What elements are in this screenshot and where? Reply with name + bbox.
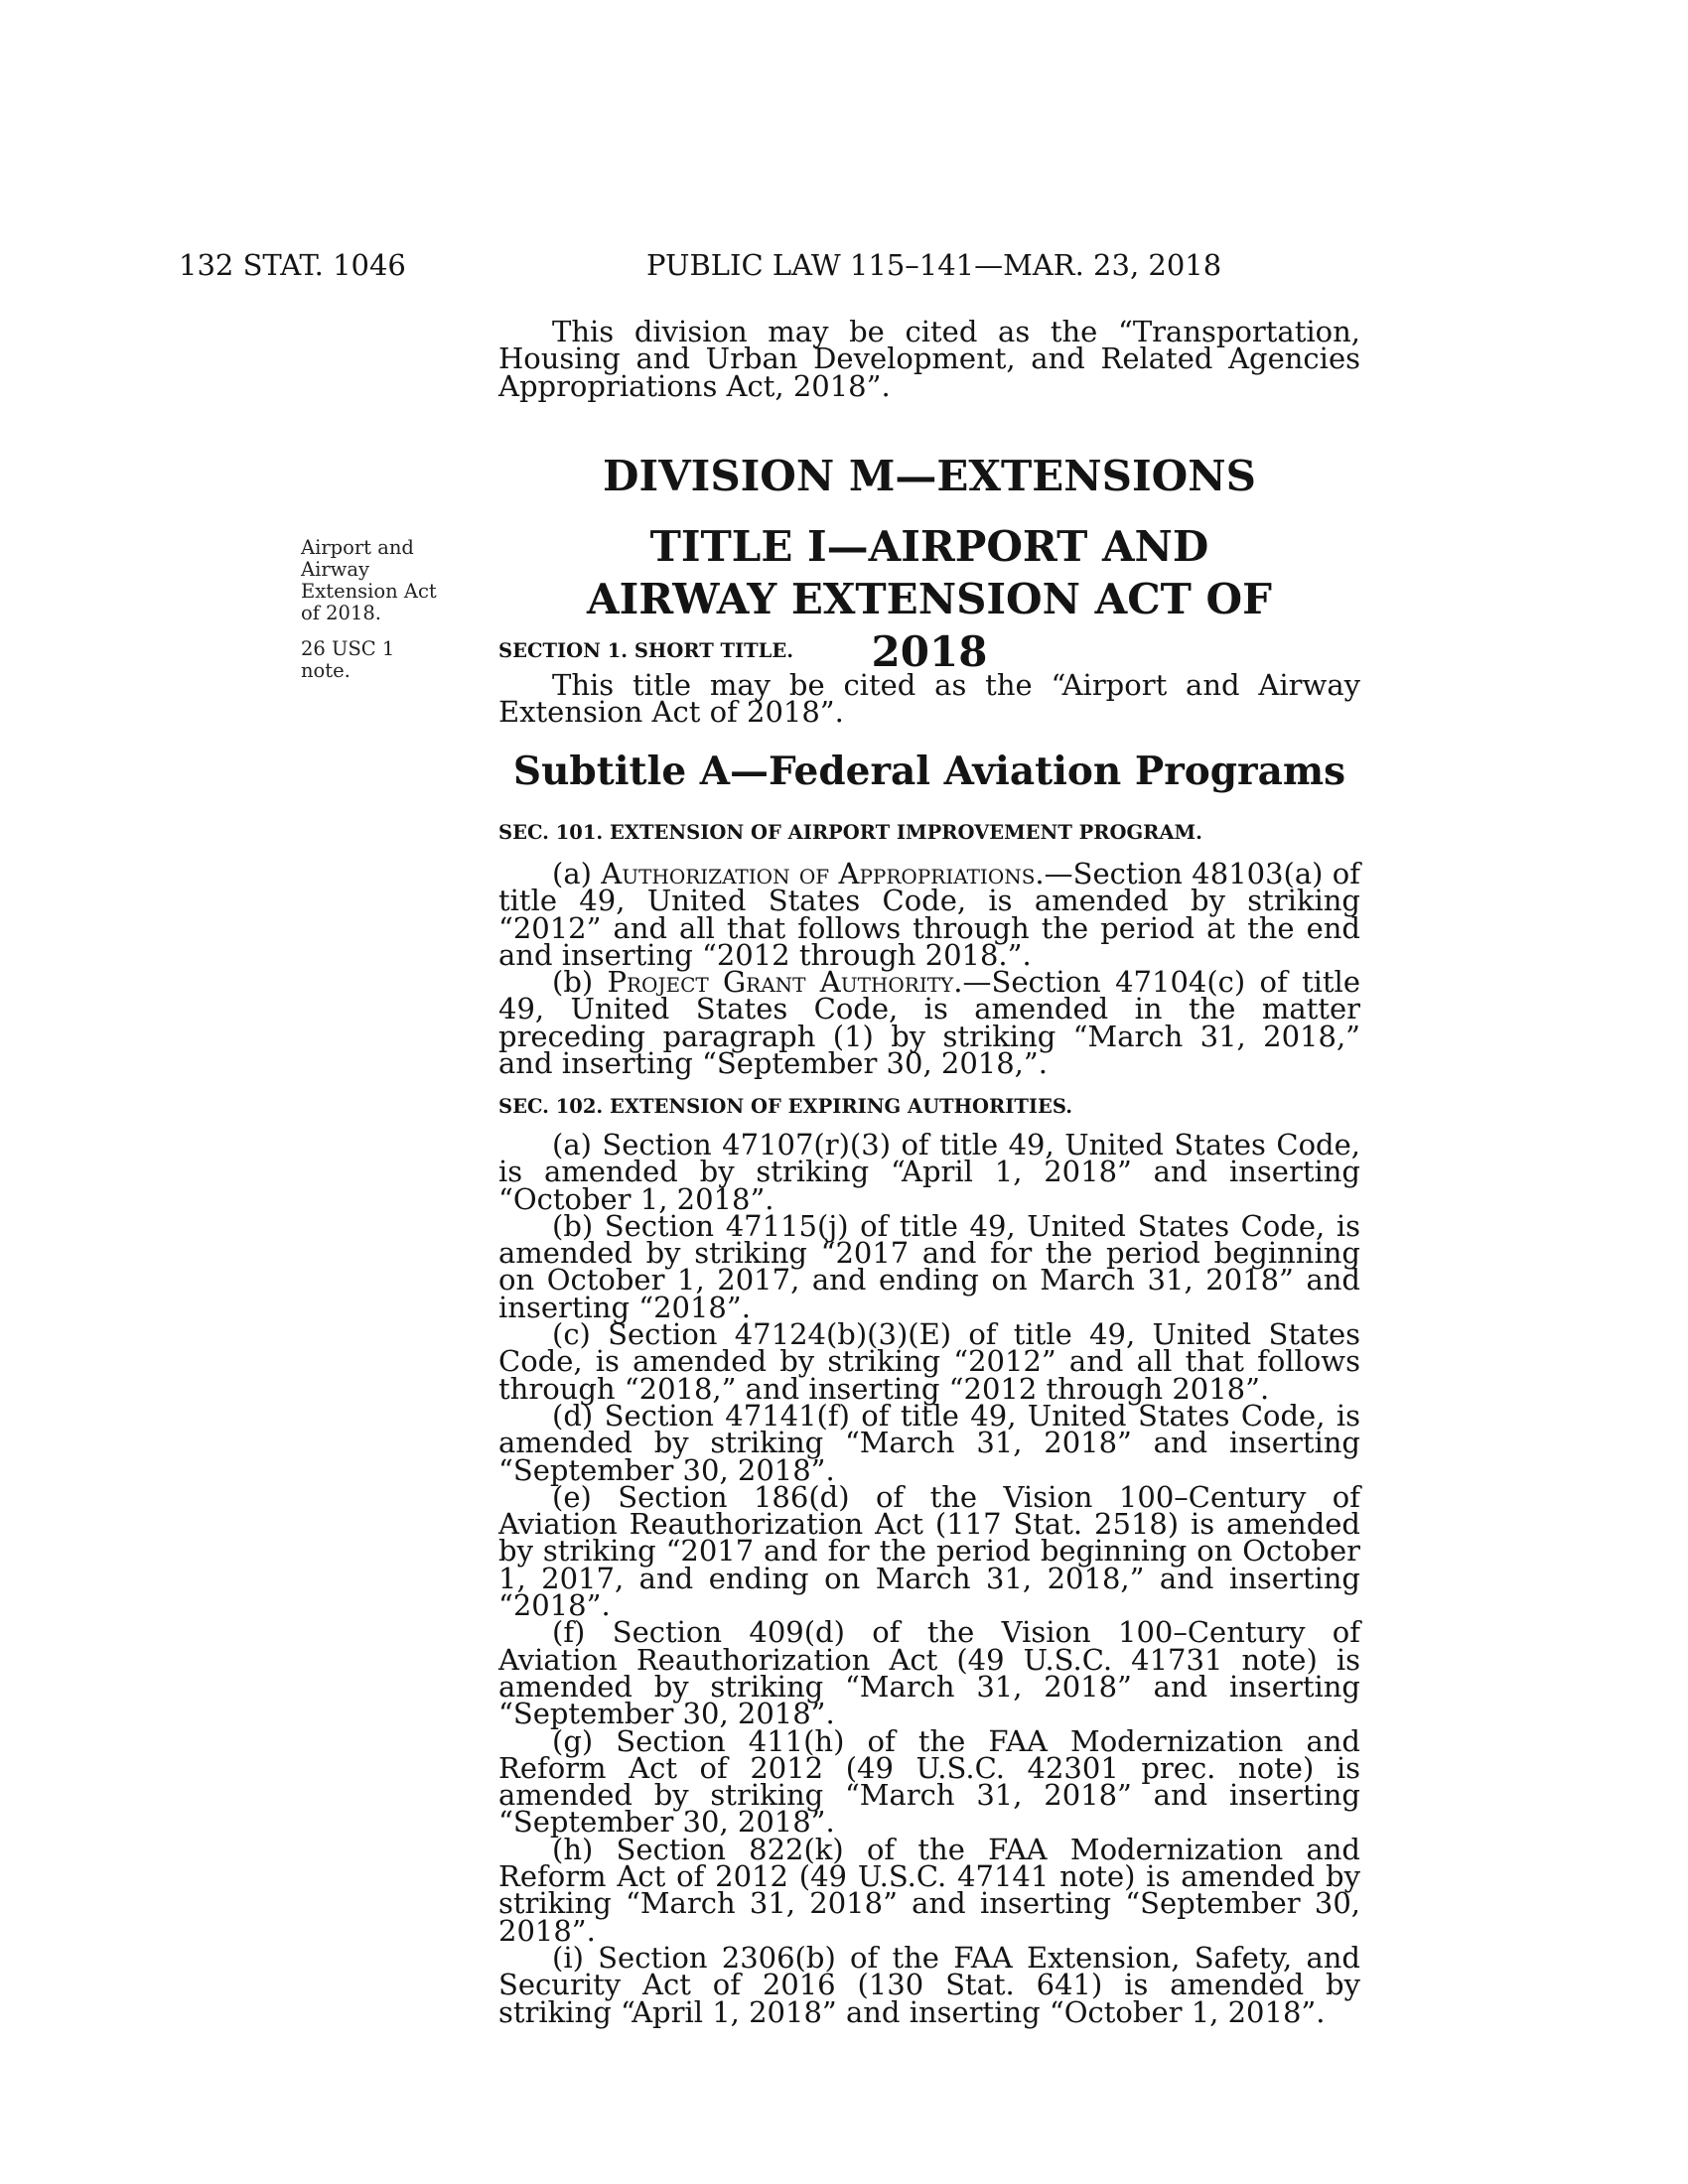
sec-102-paragraph-i: (i) Section 2306(b) of the FAA Extension, Safety, and Security Act of 2016 (130 Stat. 641) is amended by striking “April 1, 2018” and inserting “October 1, 2018”. [498,1940,1360,2029]
sec-102-paragraph-h: (h) Section 822(k) of the FAA Modernization and Reform Act of 2012 (49 U.S.C. 47141 note) is amended by striking “March 31, 2018” and inserting “September 30, 2018”. [498,1832,1360,1948]
page-stat-citation: 132 STAT. 1046 [179,248,406,282]
sec-101-b-lead: (b) [552,965,608,1000]
sec-101-heading: SEC. 101. EXTENSION OF AIRPORT IMPROVEMENT PROGRAM. [498,821,1202,844]
sec-102-paragraph-f: (f) Section 409(d) of the Vision 100–Century of Aviation Reauthorization Act (49 U.S.C. 41731 note) is amended by striking “March 31, 2018” and inserting “September 30, 2018”. [498,1615,1360,1731]
sec-101-b-text: .—Section 47104(c) of title 49, United States Code, is amended in the matter preceding paragraph (1) by striking “March 31, 2018,” and inserting “September 30, 2018,”. [498,965,1360,1081]
public-law-header: PUBLIC LAW 115–141—MAR. 23, 2018 [646,248,1222,282]
section-1-heading: SECTION 1. SHORT TITLE. [498,639,794,662]
sec-102-paragraph-c: (c) Section 47124(b)(3)(E) of title 49, United States Code, is amended by striking “2012” and all that follows through “2018,” and inserting “2012 through 2018”. [498,1317,1360,1406]
margin-note-usc: 26 USC 1 note. [301,637,395,682]
sec-101-b-caption: Project Grant Authority [607,965,954,1000]
sec-101-a-text: .—Section 48103(a) of title 49, United States Code, is amended by striking “2012” and all that follows through the period at the end and inserting “2012 through 2018.”. [498,857,1360,972]
division-title: DIVISION M—EXTENSIONS [603,452,1256,500]
sec-101-a-caption: Authorization of Appropriations [601,857,1036,890]
sec-102-paragraph-e: (e) Section 186(d) of the Vision 100–Century of Aviation Reauthorization Act (117 Stat. 2518) is amended by striking “2017 and for the period beginning on October 1, 2017, and ending on March 31, 2018,” and inserting “2018”. [498,1479,1360,1623]
sec-102-paragraph-b: (b) Section 47115(j) of title 49, United States Code, is amended by striking “2017 and for the period beginning on October 1, 2017, and ending on March 31, 2018” and inserting “2018”. [498,1208,1360,1324]
title-heading: TITLE I—AIRPORT AND AIRWAY EXTENSION ACT OF 2018 [587,522,1272,676]
sec-101-a-paragraph [498,857,1360,972]
sec-101-a-lead: (a) [552,857,602,890]
sec-101-b-paragraph [498,965,1360,1081]
sec-102-paragraph-g: (g) Section 411(h) of the FAA Modernization and Reform Act of 2012 (49 U.S.C. 42301 prec. note) is amended by striking “March 31, 2018” and inserting “September 30, 2018”. [498,1723,1360,1840]
sec-102-paragraph-a: (a) Section 47107(r)(3) of title 49, United States Code, is amended by striking “April 1, 2018” and inserting “October 1, 2018”. [498,1128,1360,1216]
sec-101-body [498,857,1360,1081]
sec-102-heading: SEC. 102. EXTENSION OF EXPIRING AUTHORITIES. [498,1095,1073,1118]
margin-note-act-name: Airport and Airway Extension Act of 2018. [301,536,437,624]
section-1-text: This title may be cited as the “Airport and Airway Extension Act of 2018”. [498,668,1360,730]
intro-paragraph: This division may be cited as the “Transportation, Housing and Urban Development, and Related Agencies Appropriations Act, 2018”. [498,315,1360,403]
subtitle-a-heading: Subtitle A—Federal Aviation Programs [512,749,1346,794]
sec-102-body [498,1128,1360,2029]
sec-102-paragraph-d: (d) Section 47141(f) of title 49, United States Code, is amended by striking “March 31, 2018” and inserting “September 30, 2018”. [498,1398,1360,1487]
